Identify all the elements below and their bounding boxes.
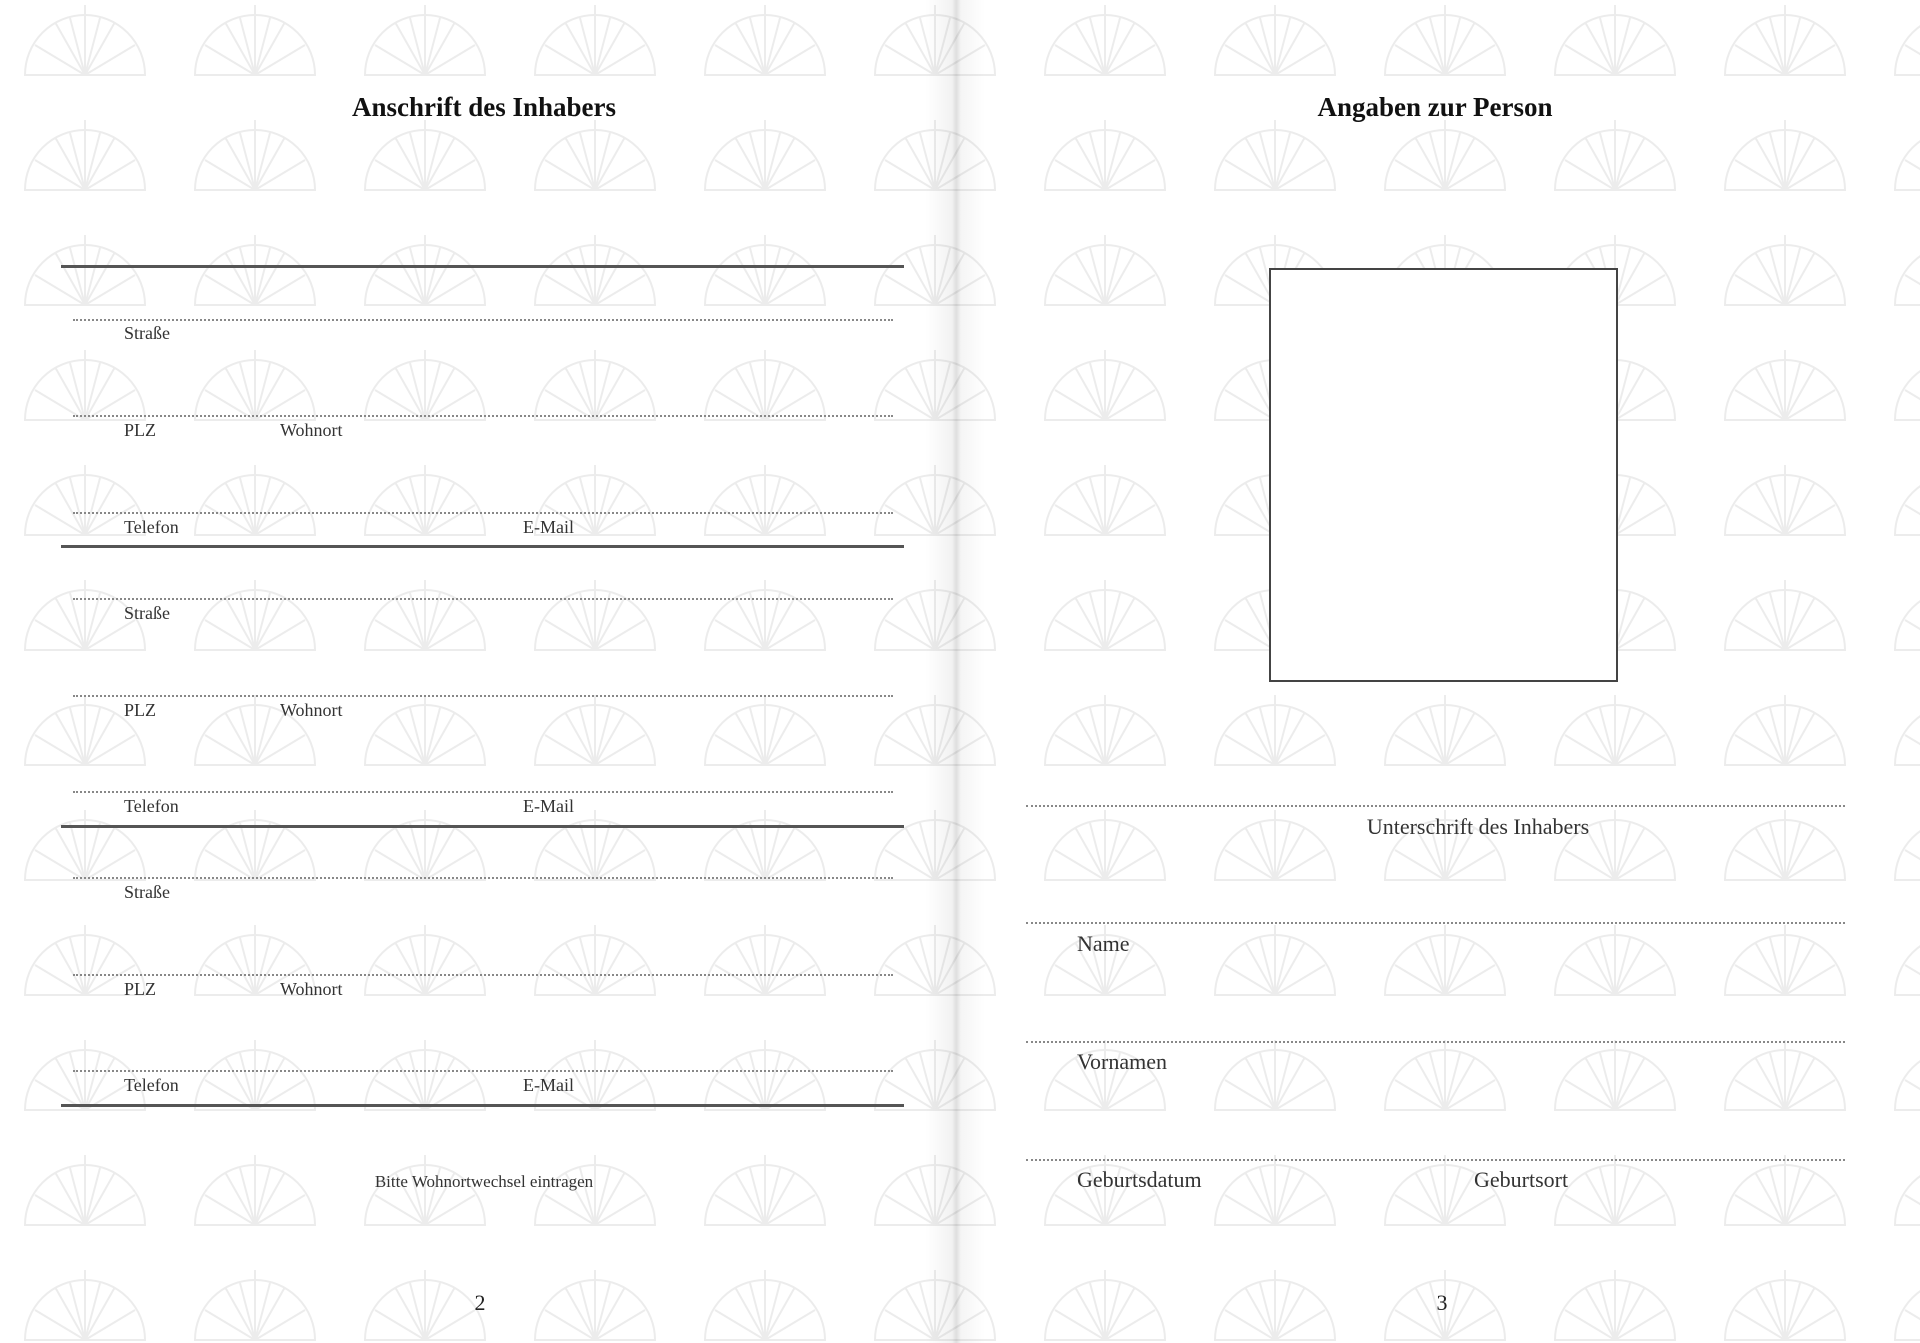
first-names-line[interactable] [1026,1041,1845,1043]
birth-line[interactable] [1026,1159,1845,1161]
divider [61,265,904,268]
phone-email-line[interactable] [73,512,893,514]
city-label: Wohnort [280,420,343,440]
street-line[interactable] [73,877,893,879]
phone-email-line[interactable] [73,1070,893,1072]
zip-label: PLZ [124,420,157,440]
street-label: Straße [124,603,170,623]
zip-label: PLZ [124,979,157,999]
email-label: E-Mail [523,796,574,816]
zip-city-line[interactable] [73,415,893,417]
birth-place-label: Geburtsort [1474,1167,1569,1192]
email-label: E-Mail [523,1075,574,1095]
phone-label: Telefon [124,1075,179,1095]
book-spine-shadow [925,0,985,1343]
page-title: Angaben zur Person [1317,92,1553,122]
page-number: 2 [474,1290,486,1315]
street-label: Straße [124,882,170,902]
photo-box [1269,268,1618,682]
phone-label: Telefon [124,796,179,816]
email-label: E-Mail [523,517,574,537]
zip-label: PLZ [124,700,157,720]
first-names-label: Vornamen [1077,1049,1168,1074]
page-title: Anschrift des Inhabers [351,92,617,122]
phone-email-line[interactable] [73,791,893,793]
name-line[interactable] [1026,922,1845,924]
phone-label: Telefon [124,517,179,537]
divider [61,825,904,828]
street-line[interactable] [73,319,893,321]
zip-city-line[interactable] [73,695,893,697]
name-label: Name [1077,931,1130,956]
signature-label: Unterschrift des Inhabers [1366,814,1590,839]
relocation-note: Bitte Wohnortwechsel eintragen [374,1172,594,1191]
street-label: Straße [124,323,170,343]
birth-date-label: Geburtsdatum [1077,1167,1202,1192]
street-line[interactable] [73,598,893,600]
page-number: 3 [1436,1290,1448,1315]
signature-line[interactable] [1026,805,1845,807]
city-label: Wohnort [280,700,343,720]
zip-city-line[interactable] [73,974,893,976]
divider [61,1104,904,1107]
divider [61,545,904,548]
city-label: Wohnort [280,979,343,999]
